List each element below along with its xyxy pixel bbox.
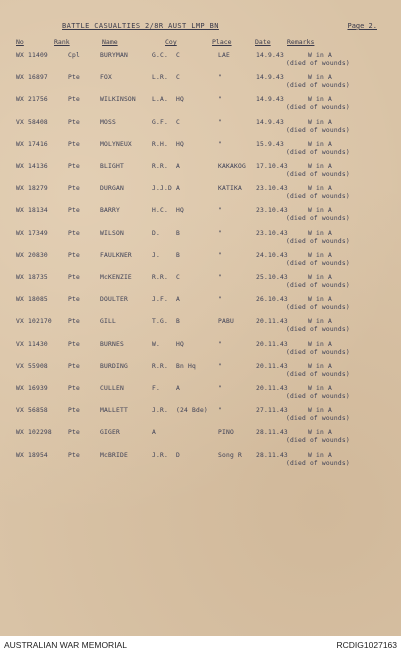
casualty-row [0, 96, 401, 118]
row-place: " [218, 140, 222, 148]
row-initials: F. [152, 385, 160, 392]
casualty-row [0, 385, 401, 407]
row-service-number: WX 18954 [16, 451, 48, 459]
row-service-number: VX 102170 [16, 318, 52, 326]
row-initials: J.R. [152, 407, 168, 415]
row-remark: W in A [308, 207, 332, 215]
row-remark-detail: (died of wounds) [286, 193, 350, 201]
row-remark: W in A [308, 163, 332, 170]
row-date: 24.10.43 [256, 251, 288, 259]
row-service-number: WX 17416 [16, 140, 48, 148]
row-surname: WILSON [100, 229, 124, 237]
casualty-row [0, 230, 401, 252]
row-remark-detail: (died of wounds) [286, 282, 350, 289]
row-date: 20.11.43 [256, 318, 288, 326]
casualty-row [0, 363, 401, 385]
row-initials: L.R. [152, 74, 168, 82]
row-date: 20.11.43 [256, 362, 288, 370]
row-remark-detail: (died of wounds) [286, 60, 350, 67]
row-remark: W in A [308, 385, 332, 392]
row-remark-detail: (died of wounds) [286, 304, 350, 312]
footer-institution: AUSTRALIAN WAR MEMORIAL [4, 640, 127, 650]
row-remark: W in A [308, 140, 332, 148]
row-date: 23.10.43 [256, 229, 288, 237]
row-company: B [176, 251, 180, 259]
row-remark-detail: (died of wounds) [286, 326, 350, 334]
row-date: 25.10.43 [256, 274, 288, 281]
row-date: 23.10.43 [256, 185, 288, 193]
row-remark: W in A [308, 362, 332, 370]
row-rank: Pte [68, 140, 80, 148]
row-remark: W in A [308, 52, 332, 59]
row-surname: DURGAN [100, 185, 124, 193]
casualty-row [0, 296, 401, 318]
row-service-number: WX 16897 [16, 74, 48, 82]
row-service-number: WX 18134 [16, 207, 48, 215]
row-service-number: WX 18735 [16, 274, 48, 281]
row-place: Song R [218, 451, 242, 459]
row-surname: BLIGHT [100, 163, 124, 170]
row-rank: Pte [68, 74, 80, 82]
casualty-row [0, 207, 401, 229]
row-rank: Pte [68, 429, 80, 437]
row-surname: WILKINSON [100, 96, 136, 104]
casualty-row [0, 452, 401, 474]
row-remark-detail: (died of wounds) [286, 82, 350, 90]
casualty-row [0, 318, 401, 340]
row-place: " [218, 229, 222, 237]
row-remark: W in A [308, 429, 332, 437]
row-surname: FOX [100, 74, 112, 82]
row-remark-detail: (died of wounds) [286, 459, 350, 467]
row-service-number: WX 18279 [16, 185, 48, 193]
casualty-row [0, 274, 401, 296]
row-place: " [218, 385, 222, 392]
row-rank: Pte [68, 296, 80, 304]
row-date: 15.9.43 [256, 140, 284, 148]
row-remark-detail: (died of wounds) [286, 415, 350, 423]
row-place: " [218, 207, 222, 215]
row-company: C [176, 118, 180, 126]
row-company: HQ [176, 340, 184, 348]
row-remark: W in A [308, 318, 332, 326]
row-initials: J.R. [152, 451, 168, 459]
row-initials: A [152, 429, 156, 437]
row-remark-detail: (died of wounds) [286, 171, 350, 178]
row-date: 28.11.43 [256, 429, 288, 437]
row-date: 26.10.43 [256, 296, 288, 304]
row-service-number: WX 18085 [16, 296, 48, 304]
row-company: A [176, 185, 180, 193]
row-service-number: WX 14136 [16, 163, 48, 170]
row-surname: MALLETT [100, 407, 128, 415]
row-remark-detail: (died of wounds) [286, 348, 350, 356]
row-initials: R.R. [152, 362, 168, 370]
row-remark-detail: (died of wounds) [286, 215, 350, 223]
row-surname: BURYMAN [100, 52, 128, 59]
row-company: A [176, 296, 180, 304]
row-remark: W in A [308, 229, 332, 237]
row-place: LAE [218, 52, 230, 59]
row-surname: BURDING [100, 362, 128, 370]
row-service-number: WX 11409 [16, 52, 48, 59]
row-place: " [218, 274, 222, 281]
row-surname: MOSS [100, 118, 116, 126]
row-company: D [176, 451, 180, 459]
row-surname: MOLYNEUX [100, 140, 132, 148]
row-place: PABU [218, 318, 234, 326]
row-remark: W in A [308, 451, 332, 459]
row-surname: McBRIDE [100, 451, 128, 459]
row-initials: J.F. [152, 296, 168, 304]
page-number: Page 2. [347, 22, 377, 30]
casualty-row [0, 429, 401, 451]
row-company: Bn Hq [176, 362, 196, 370]
footer-bar [0, 636, 401, 654]
row-rank: Pte [68, 385, 80, 392]
row-rank: Pte [68, 340, 80, 348]
row-initials: R.R. [152, 163, 168, 170]
row-date: 17.10.43 [256, 163, 288, 170]
row-company: HQ [176, 140, 184, 148]
row-initials: G.F. [152, 118, 168, 126]
row-date: 23.10.43 [256, 207, 288, 215]
row-remark: W in A [308, 407, 332, 415]
row-remark: W in A [308, 74, 332, 82]
row-remark-detail: (died of wounds) [286, 393, 350, 400]
row-place: KATIKA [218, 185, 242, 193]
row-rank: Pte [68, 362, 80, 370]
column-header-name: Name [102, 38, 118, 46]
row-rank: Pte [68, 274, 80, 281]
row-company: B [176, 229, 180, 237]
row-remark: W in A [308, 296, 332, 304]
row-date: 14.9.43 [256, 96, 284, 104]
casualty-row [0, 163, 401, 185]
row-surname: McKENZIE [100, 274, 132, 281]
row-initials: J.J.D [152, 185, 172, 193]
row-service-number: WX 16939 [16, 385, 48, 392]
row-service-number: VX 56858 [16, 407, 48, 415]
casualty-row [0, 341, 401, 363]
row-company: A [176, 385, 180, 392]
row-surname: DOULTER [100, 296, 128, 304]
row-initials: G.C. [152, 52, 168, 59]
row-place: " [218, 362, 222, 370]
row-rank: Cpl [68, 52, 80, 59]
row-company: B [176, 318, 180, 326]
row-place: KAKAKOG [218, 163, 246, 170]
row-service-number: WX 20830 [16, 251, 48, 259]
row-service-number: VX 55908 [16, 362, 48, 370]
row-surname: BARRY [100, 207, 120, 215]
row-remark-detail: (died of wounds) [286, 437, 350, 445]
row-surname: GIGER [100, 429, 120, 437]
row-company: C [176, 74, 180, 82]
row-company: (24 Bde) [176, 407, 208, 415]
column-header-date: Date [255, 38, 271, 46]
row-place: " [218, 74, 222, 82]
casualty-row [0, 52, 401, 74]
row-initials: W. [152, 340, 160, 348]
row-surname: BURNES [100, 340, 124, 348]
row-place: " [218, 340, 222, 348]
row-place: " [218, 407, 222, 415]
row-rank: Pte [68, 229, 80, 237]
row-remark-detail: (died of wounds) [286, 126, 350, 134]
column-header-no: No [16, 38, 24, 46]
row-service-number: VX 58408 [16, 118, 48, 126]
casualty-row [0, 407, 401, 429]
row-date: 14.9.43 [256, 74, 284, 82]
casualty-row [0, 74, 401, 96]
row-date: 20.11.43 [256, 385, 288, 392]
row-remark-detail: (died of wounds) [286, 370, 350, 378]
casualty-row [0, 119, 401, 141]
column-header-coy: Coy [165, 38, 177, 46]
row-remark-detail: (died of wounds) [286, 259, 350, 267]
row-company: C [176, 52, 180, 59]
row-rank: Pte [68, 118, 80, 126]
row-surname: FAULKNER [100, 251, 132, 259]
footer-reference-id: RCDIG1027163 [336, 640, 397, 650]
casualty-row [0, 141, 401, 163]
row-place: " [218, 96, 222, 104]
row-surname: GILL [100, 318, 116, 326]
row-date: 14.9.43 [256, 52, 284, 59]
row-remark-detail: (died of wounds) [286, 148, 350, 156]
column-header-rank: Rank [54, 38, 70, 46]
row-surname: CULLEN [100, 385, 124, 392]
row-place: " [218, 251, 222, 259]
row-remark: W in A [308, 340, 332, 348]
row-initials: R.R. [152, 274, 168, 281]
row-remark: W in A [308, 96, 332, 104]
casualty-row [0, 185, 401, 207]
row-remark: W in A [308, 274, 332, 281]
row-initials: T.G. [152, 318, 168, 326]
row-initials: D. [152, 229, 160, 237]
row-company: HQ [176, 96, 184, 104]
row-service-number: WX 17349 [16, 229, 48, 237]
row-remark-detail: (died of wounds) [286, 237, 350, 245]
row-rank: Pte [68, 207, 80, 215]
column-header-remarks: Remarks [287, 38, 315, 46]
row-company: HQ [176, 207, 184, 215]
row-remark: W in A [308, 251, 332, 259]
row-service-number: WX 102298 [16, 429, 52, 437]
row-initials: R.H. [152, 140, 168, 148]
row-rank: Pte [68, 407, 80, 415]
row-rank: Pte [68, 163, 80, 170]
row-remark: W in A [308, 118, 332, 126]
row-service-number: VX 11430 [16, 340, 48, 348]
row-date: 28.11.43 [256, 451, 288, 459]
row-rank: Pte [68, 96, 80, 104]
row-initials: L.A. [152, 96, 168, 104]
row-date: 20.11.43 [256, 340, 288, 348]
row-place: " [218, 118, 222, 126]
column-header-place: Place [212, 38, 232, 46]
row-date: 14.9.43 [256, 118, 284, 126]
row-rank: Pte [68, 451, 80, 459]
casualty-row [0, 252, 401, 274]
row-service-number: WX 21756 [16, 96, 48, 104]
row-remark: W in A [308, 185, 332, 193]
row-rank: Pte [68, 251, 80, 259]
row-date: 27.11.43 [256, 407, 288, 415]
document-title: BATTLE CASUALTIES 2/8R AUST LMP BN [62, 22, 219, 30]
row-initials: H.C. [152, 207, 168, 215]
row-rank: Pte [68, 185, 80, 193]
row-place: " [218, 296, 222, 304]
row-company: C [176, 274, 180, 281]
row-initials: J. [152, 251, 160, 259]
row-remark-detail: (died of wounds) [286, 104, 350, 112]
row-company: A [176, 163, 180, 170]
row-rank: Pte [68, 318, 80, 326]
row-place: PINO [218, 429, 234, 437]
